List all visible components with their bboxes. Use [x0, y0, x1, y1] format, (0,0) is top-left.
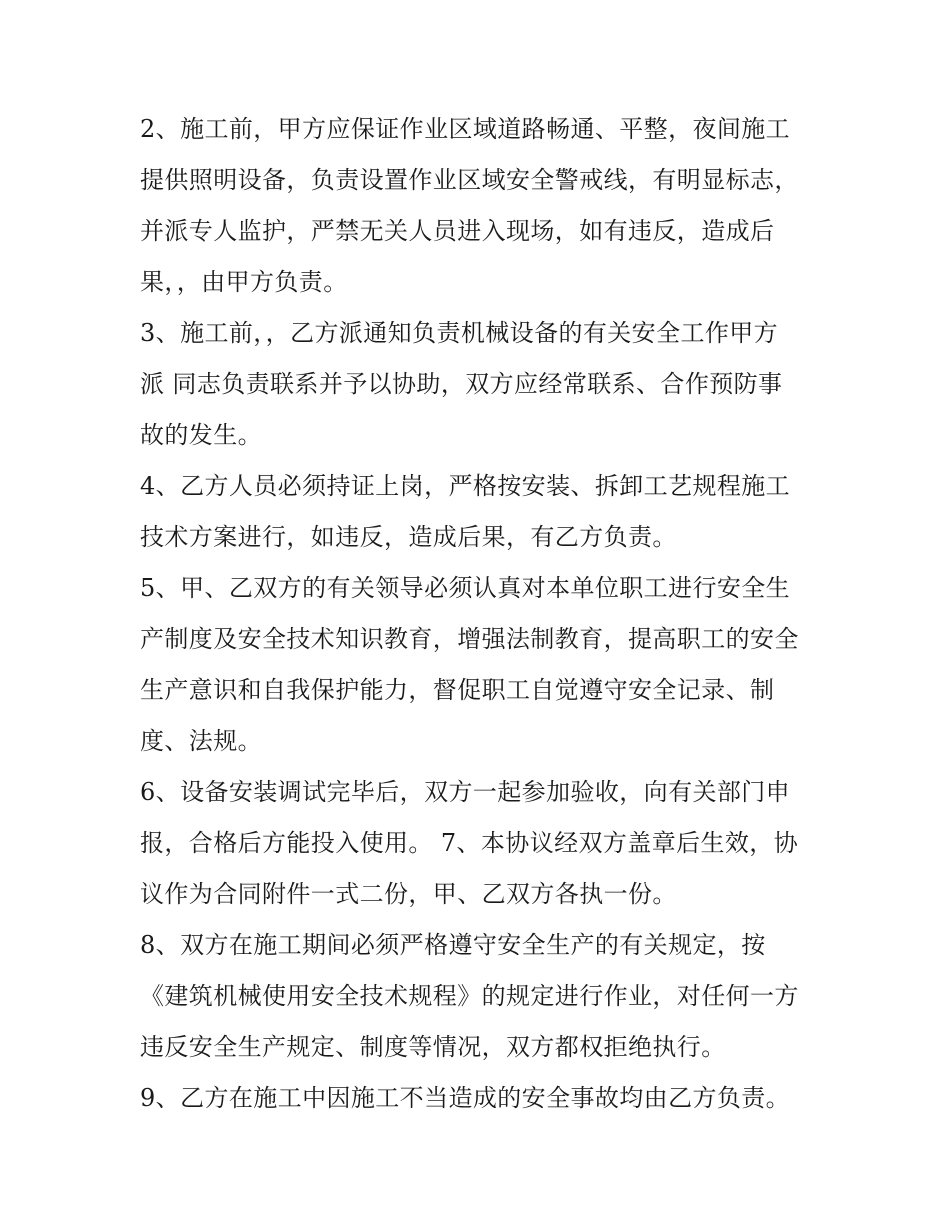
text-line: 违反安全生产规定、制度等情况，双方都权拒绝执行。	[140, 1033, 726, 1061]
text-line: 议作为合同附件一式二份，甲、乙双方各执一份。	[140, 880, 677, 908]
text-line: 故的发生。	[140, 421, 262, 449]
text-line: 并派专人监护，严禁无关人员进入现场，如有违反，造成后	[140, 217, 775, 245]
document-body	[140, 104, 820, 1124]
text-line: 2、施工前，甲方应保证作业区域道路畅通、平整，夜间施工	[140, 115, 791, 143]
text-line: 8、双方在施工期间必须严格遵守安全生产的有关规定，按	[140, 931, 766, 959]
text-line: 3、施工前，，乙方派通知负责机械设备的有关安全工作甲方	[140, 319, 779, 347]
text-line: 产制度及安全技术知识教育，增强法制教育，提高职工的安全	[140, 625, 799, 653]
text-line: 度、法规。	[140, 727, 262, 755]
text-line: 《建筑机械使用安全技术规程》的规定进行作业，对任何一方	[140, 982, 799, 1010]
text-line: 6、设备安装调试完毕后，双方一起参加验收，向有关部门申	[140, 778, 791, 806]
text-line: 派 同志负责联系并予以协助，双方应经常联系、合作预防事	[140, 370, 783, 398]
text-line: 提供照明设备，负责设置作业区域安全警戒线，有明显标志，	[140, 166, 799, 194]
text-line: 技术方案进行，如违反，造成后果，有乙方负责。	[140, 523, 677, 551]
text-line: 生产意识和自我保护能力，督促职工自觉遵守安全记录、制	[140, 676, 775, 704]
text-line: 果，，由甲方负责。	[140, 268, 348, 296]
text-line: 4、乙方人员必须持证上岗，严格按安装、拆卸工艺规程施工	[140, 472, 791, 500]
text-line: 报，合格后方能投入使用。 7、本协议经双方盖章后生效，协	[140, 829, 799, 857]
text-line: 5、甲、乙双方的有关领导必须认真对本单位职工进行安全生	[140, 574, 791, 602]
text-line: 9、乙方在施工中因施工不当造成的安全事故均由乙方负责。	[140, 1084, 791, 1112]
